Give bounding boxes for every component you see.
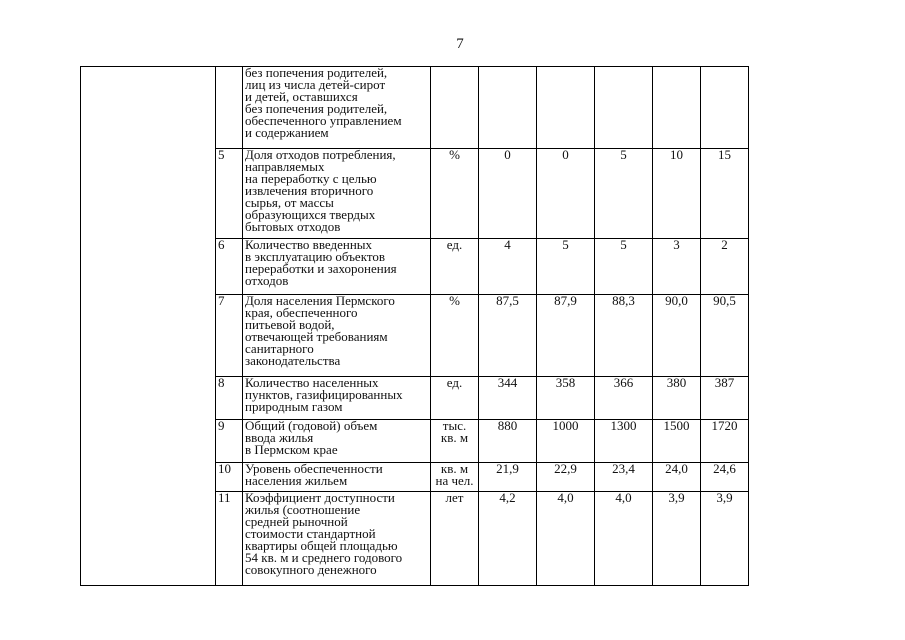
indicator-description: Доля отходов потребления, направляемых на переработку с целью извлечения вторичного сырья, от массы образующихся твердых бытовых отходов [243,149,431,239]
value-cell: 87,9 [537,295,595,377]
row-number: 5 [216,149,243,239]
value-cell: 880 [479,420,537,463]
value-cell: 90,5 [701,295,749,377]
unit-cell: ед. [431,377,479,420]
value-cell: 90,0 [653,295,701,377]
value-cell: 24,6 [701,463,749,492]
unit-cell: ед. [431,239,479,295]
value-cell: 21,9 [479,463,537,492]
value-cell: 4,0 [537,492,595,586]
value-cell: 380 [653,377,701,420]
value-cell: 0 [479,149,537,239]
page-number: 7 [456,36,464,52]
unit-cell: тыс. кв. м [431,420,479,463]
value-cell [595,67,653,149]
indicator-description: Доля населения Пермского края, обеспеченного питьевой водой, отвечающей требованиям санитарного законодательства [243,295,431,377]
value-cell: 24,0 [653,463,701,492]
unit-cell: кв. м на чел. [431,463,479,492]
unit-cell [431,67,479,149]
row-number: 8 [216,377,243,420]
indicator-description: Количество населенных пунктов, газифицированных природным газом [243,377,431,420]
value-cell: 4,2 [479,492,537,586]
value-cell: 5 [537,239,595,295]
value-cell [701,67,749,149]
value-cell: 88,3 [595,295,653,377]
value-cell: 3,9 [701,492,749,586]
value-cell: 22,9 [537,463,595,492]
value-cell: 4 [479,239,537,295]
value-cell: 1300 [595,420,653,463]
table-row [81,67,749,149]
value-cell: 15 [701,149,749,239]
unit-cell: лет [431,492,479,586]
row-number: 9 [216,420,243,463]
indicator-description: Уровень обеспеченности населения жильем [243,463,431,492]
value-cell: 1500 [653,420,701,463]
indicator-description: Количество введенных в эксплуатацию объектов переработки и захоронения отходов [243,239,431,295]
indicator-description: без попечения родителей, лиц из числа детей-сирот и детей, оставшихся без попечения родителей, обеспеченного управлением и содержанием [243,67,431,149]
unit-cell: % [431,149,479,239]
value-cell [653,67,701,149]
indicators-table [80,66,749,586]
value-cell: 358 [537,377,595,420]
value-cell: 10 [653,149,701,239]
value-cell [479,67,537,149]
value-cell: 387 [701,377,749,420]
row-number [216,67,243,149]
value-cell: 1000 [537,420,595,463]
value-cell: 3,9 [653,492,701,586]
value-cell: 5 [595,239,653,295]
row-number: 6 [216,239,243,295]
unit-cell: % [431,295,479,377]
row-number: 7 [216,295,243,377]
value-cell: 3 [653,239,701,295]
row-number: 10 [216,463,243,492]
left-blank-column [81,67,216,586]
value-cell: 5 [595,149,653,239]
value-cell: 366 [595,377,653,420]
value-cell: 1720 [701,420,749,463]
value-cell [537,67,595,149]
row-number: 11 [216,492,243,586]
value-cell: 87,5 [479,295,537,377]
value-cell: 0 [537,149,595,239]
indicator-description: Коэффициент доступности жилья (соотношение средней рыночной стоимости стандартной квартиры общей площадью 54 кв. м и среднего годового совокупного денежного [243,492,431,586]
value-cell: 4,0 [595,492,653,586]
value-cell: 2 [701,239,749,295]
value-cell: 344 [479,377,537,420]
indicator-description: Общий (годовой) объем ввода жилья в Пермском крае [243,420,431,463]
value-cell: 23,4 [595,463,653,492]
